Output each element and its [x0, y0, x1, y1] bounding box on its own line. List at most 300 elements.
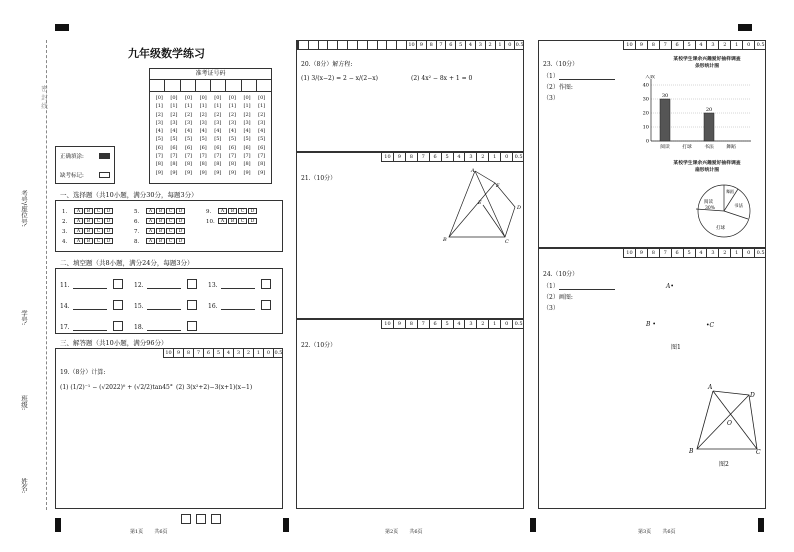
score-cell[interactable]: 3 [464, 153, 476, 161]
score-cell[interactable]: 0.5 [512, 153, 524, 161]
score-cell[interactable]: 10 [381, 153, 393, 161]
digit-bubble[interactable]: [0] [228, 95, 236, 101]
digit-bubble[interactable]: [7] [214, 153, 222, 160]
score-cell[interactable]: 0.5 [274, 350, 283, 356]
fill-section-title: 二、填空题（共8小题，满分24分，每题3分） [60, 259, 194, 267]
score-cell[interactable]: 8 [647, 41, 659, 49]
fill-answer-line[interactable] [147, 303, 181, 310]
fill-score-box[interactable] [187, 300, 197, 310]
score-cell[interactable]: 5 [455, 41, 465, 49]
digit-bubble[interactable]: [4] [170, 128, 178, 135]
score-cell[interactable]: 4 [695, 249, 707, 257]
digit-bubble[interactable]: [8] [199, 161, 207, 168]
digit-bubble[interactable]: [4] [199, 128, 207, 135]
fill-answer-line[interactable] [147, 324, 181, 331]
digit-bubble[interactable]: [9] [214, 169, 222, 176]
choice-option[interactable]: D [104, 208, 113, 214]
score-strip[interactable] [623, 249, 766, 258]
score-cell[interactable]: 10 [623, 41, 635, 49]
footer-page3 [638, 528, 676, 535]
score-blank[interactable] [367, 41, 377, 49]
score-cell[interactable]: 5 [683, 249, 695, 257]
score-cell[interactable]: 2 [476, 320, 488, 328]
digit-bubble[interactable]: [6] [199, 144, 207, 151]
score-strip[interactable] [163, 349, 283, 358]
digit-bubble[interactable]: [0] [185, 95, 193, 101]
digit-bubble[interactable]: [7] [243, 153, 251, 160]
score-cell[interactable]: 0 [504, 41, 514, 49]
score-cell[interactable]: 3 [706, 249, 718, 257]
choice-option[interactable]: D [176, 238, 185, 244]
score-cell[interactable]: 3 [233, 349, 243, 357]
digit-column[interactable] [211, 94, 226, 177]
corner-mark [530, 518, 536, 532]
score-cell[interactable]: 7 [659, 249, 671, 257]
digit-bubble[interactable]: [4] [185, 128, 193, 135]
digit-bubble[interactable]: [4] [214, 128, 222, 135]
digit-bubble[interactable]: [0] [199, 95, 207, 101]
pie-chart [694, 181, 754, 241]
choice-num: 9. [206, 208, 212, 215]
score-cell[interactable]: 10 [381, 320, 393, 328]
fill-answer-line[interactable] [73, 324, 107, 331]
absent-checkbox[interactable] [99, 172, 110, 178]
choice-option[interactable]: C [166, 238, 175, 244]
digit-bubble[interactable]: [2] [199, 111, 207, 118]
digit-bubble[interactable]: [1] [258, 103, 266, 110]
choice-option[interactable]: A [74, 208, 83, 214]
choice-option[interactable]: C [94, 228, 103, 234]
digit-bubble[interactable]: [4] [258, 128, 266, 135]
seal-text: 密 封 线 [40, 85, 48, 109]
score-cell[interactable]: 0 [263, 349, 273, 357]
choice-option[interactable]: D [104, 228, 113, 234]
digit-bubble[interactable]: [1] [214, 103, 222, 110]
digit-bubble[interactable]: [2] [185, 111, 193, 118]
score-cell[interactable]: 2 [718, 249, 730, 257]
q23-box[interactable] [538, 40, 766, 248]
y-tick: 10 [642, 124, 649, 131]
choice-section-title: 一、选择题（共10小题，满分30分，每题3分） [60, 191, 198, 199]
score-blank[interactable] [327, 41, 337, 49]
digit-bubble[interactable]: [8] [155, 161, 163, 168]
score-cell[interactable]: 1 [730, 249, 742, 257]
score-blank[interactable] [337, 41, 347, 49]
digit-bubble[interactable]: [3] [170, 119, 178, 126]
digit-bubble[interactable]: [8] [243, 161, 251, 168]
choice-num: 6. [134, 218, 140, 225]
digit-column[interactable] [225, 94, 240, 177]
score-blank[interactable] [318, 41, 328, 49]
score-cell[interactable]: 4 [453, 153, 465, 161]
y-tick: 40 [642, 82, 649, 89]
bar-chart [639, 75, 759, 155]
score-strip[interactable] [381, 320, 524, 329]
fill-answer-line[interactable] [73, 282, 107, 289]
score-cell[interactable]: 4 [695, 41, 707, 49]
digit-bubble[interactable]: [9] [170, 169, 178, 176]
solve-section-title: 三、解答题（共10小题，满分96分） [60, 339, 168, 347]
digit-bubble[interactable]: [0] [243, 95, 251, 101]
score-cell[interactable]: 0.5 [754, 41, 766, 49]
score-cell[interactable]: 1 [488, 320, 500, 328]
page-box[interactable] [196, 514, 206, 524]
score-cell[interactable]: 9 [173, 349, 183, 357]
q22-box[interactable] [296, 319, 524, 509]
answer-line[interactable] [559, 283, 615, 290]
fill-score-box[interactable] [113, 300, 123, 310]
score-cell[interactable]: 8 [405, 153, 417, 161]
digit-bubble[interactable]: [8] [170, 161, 178, 168]
score-cell[interactable]: 1 [730, 41, 742, 49]
choice-option[interactable]: D [176, 218, 185, 224]
score-blank[interactable] [377, 41, 387, 49]
choice-option[interactable]: B [84, 218, 93, 224]
choice-option[interactable]: B [84, 238, 93, 244]
digit-bubble[interactable]: [7] [199, 153, 207, 160]
digit-bubble[interactable]: [5] [170, 136, 178, 143]
digit-bubble[interactable]: [1] [228, 103, 236, 110]
score-blank[interactable] [357, 41, 367, 49]
digit-bubble[interactable]: [4] [155, 128, 163, 135]
fig2-d: D [750, 392, 755, 399]
digit-bubble[interactable]: [3] [214, 119, 222, 126]
choice-option[interactable]: B [156, 218, 165, 224]
choice-option[interactable]: A [218, 218, 227, 224]
digit-bubble[interactable]: [6] [155, 144, 163, 151]
corner-mark [738, 24, 752, 31]
score-blank[interactable] [396, 41, 406, 49]
choice-option[interactable]: A [146, 218, 155, 224]
page-box[interactable] [181, 514, 191, 524]
digit-bubble[interactable]: [6] [243, 144, 251, 151]
score-cell[interactable]: 9 [635, 41, 647, 49]
fill-score-box[interactable] [113, 321, 123, 331]
name-label: 姓名: [20, 478, 28, 494]
score-cell[interactable]: 0.5 [754, 249, 766, 257]
score-cell[interactable]: 6 [445, 41, 455, 49]
exam-id-write-row[interactable] [150, 80, 271, 92]
score-cell[interactable]: 6 [203, 349, 213, 357]
score-cell[interactable]: 4 [223, 349, 233, 357]
fill-score-box[interactable] [187, 321, 197, 331]
fill-answer-line[interactable] [221, 303, 255, 310]
digit-bubble[interactable]: [3] [228, 119, 236, 126]
score-cell[interactable]: 8 [405, 320, 417, 328]
choice-option[interactable]: B [84, 208, 93, 214]
exam-id-box [149, 68, 272, 184]
y-tick: 20 [642, 110, 649, 117]
choice-option[interactable]: D [248, 208, 257, 214]
score-cell[interactable]: 7 [436, 41, 446, 49]
score-cell[interactable]: 2 [476, 153, 488, 161]
label-b: B [443, 237, 447, 243]
digit-bubble[interactable]: [8] [214, 161, 222, 168]
seat-label: 考号/座位号: [20, 190, 28, 227]
choice-option[interactable]: D [176, 208, 185, 214]
choice-option[interactable]: A [74, 228, 83, 234]
choice-option[interactable]: C [94, 238, 103, 244]
page-box[interactable] [211, 514, 221, 524]
choice-option[interactable]: C [94, 218, 103, 224]
digit-bubble[interactable]: [6] [185, 144, 193, 151]
choice-option[interactable]: A [218, 208, 227, 214]
digit-bubble[interactable]: [0] [155, 95, 163, 101]
q21-figure [437, 167, 527, 247]
digit-bubble[interactable]: [9] [243, 169, 251, 176]
score-cell[interactable]: 6 [671, 41, 683, 49]
corner-mark [55, 24, 69, 31]
digit-bubble[interactable]: [7] [258, 153, 266, 160]
digit-bubble[interactable]: [5] [155, 136, 163, 143]
digit-bubble[interactable]: [6] [228, 144, 236, 151]
digit-bubble[interactable]: [3] [185, 119, 193, 126]
absent-label: 缺考标记: [60, 173, 84, 179]
fill-answer-line[interactable] [221, 282, 255, 289]
score-cell[interactable]: 0.5 [515, 42, 524, 48]
digit-bubble[interactable]: [7] [185, 153, 193, 160]
digit-bubble[interactable]: [1] [199, 103, 207, 110]
digit-bubble[interactable]: [2] [155, 111, 163, 118]
digit-bubble[interactable]: [2] [170, 111, 178, 118]
digit-bubble[interactable]: [9] [199, 169, 207, 176]
digit-bubble[interactable]: [2] [243, 111, 251, 118]
bar-value-label: 30 [661, 93, 669, 99]
choice-option[interactable]: A [146, 208, 155, 214]
score-cell[interactable]: 8 [183, 349, 193, 357]
score-strip[interactable] [623, 41, 766, 50]
choice-option[interactable]: C [94, 208, 103, 214]
fill-num: 12. [134, 282, 144, 289]
score-cell[interactable]: 1 [495, 41, 505, 49]
choice-row [206, 208, 258, 215]
choice-option[interactable]: B [156, 228, 165, 234]
score-cell[interactable]: 1 [253, 349, 263, 357]
q21-box[interactable] [296, 152, 524, 319]
score-cell[interactable]: 9 [393, 153, 405, 161]
fill-score-box[interactable] [113, 279, 123, 289]
digit-bubble[interactable]: [6] [258, 144, 266, 151]
q24-part3: （3） [543, 305, 559, 312]
digit-column[interactable] [167, 94, 182, 177]
digit-bubble[interactable]: [0] [258, 95, 266, 101]
q21-title: 21.（10分） [301, 175, 337, 182]
score-blank[interactable] [347, 41, 357, 49]
score-cell[interactable]: 3 [706, 41, 718, 49]
fill-item [134, 321, 197, 331]
score-blank[interactable] [386, 41, 396, 49]
q24-box[interactable] [538, 248, 766, 509]
exam-id-digits[interactable] [150, 92, 271, 179]
choice-option[interactable]: B [156, 208, 165, 214]
digit-bubble[interactable]: [5] [199, 136, 207, 143]
digit-bubble[interactable]: [3] [155, 119, 163, 126]
digit-bubble[interactable]: [1] [185, 103, 193, 110]
score-cell[interactable]: 6 [671, 249, 683, 257]
fill-num: 11. [60, 282, 70, 289]
score-cell[interactable]: 0 [500, 153, 512, 161]
fig1-caption: 图1 [671, 344, 681, 351]
page-title: 九年级数学练习 [128, 47, 205, 60]
score-cell[interactable]: 6 [429, 320, 441, 328]
choice-num: 3. [62, 228, 68, 235]
fill-score-box[interactable] [261, 300, 271, 310]
digit-bubble[interactable]: [9] [228, 169, 236, 176]
digit-column[interactable] [254, 94, 269, 177]
digit-bubble[interactable]: [6] [170, 144, 178, 151]
score-cell[interactable]: 9 [635, 249, 647, 257]
digit-bubble[interactable]: [5] [228, 136, 236, 143]
q19-box[interactable] [55, 348, 283, 509]
digit-bubble[interactable]: [3] [243, 119, 251, 126]
choice-option[interactable]: C [166, 208, 175, 214]
choice-option[interactable]: C [166, 218, 175, 224]
digit-bubble[interactable]: [9] [258, 169, 266, 176]
fill-score-box[interactable] [187, 279, 197, 289]
digit-bubble[interactable]: [8] [228, 161, 236, 168]
digit-bubble[interactable]: [9] [185, 169, 193, 176]
score-cell[interactable]: 0 [742, 249, 754, 257]
score-blank[interactable] [298, 41, 308, 49]
score-cell[interactable]: 8 [647, 249, 659, 257]
digit-bubble[interactable]: [5] [185, 136, 193, 143]
digit-bubble[interactable]: [2] [258, 111, 266, 118]
score-blank[interactable] [308, 41, 318, 49]
digit-bubble[interactable]: [7] [170, 153, 178, 160]
score-cell[interactable]: 10 [406, 41, 416, 49]
fill-answer-line[interactable] [147, 282, 181, 289]
fig1-a: A [666, 283, 671, 290]
choice-option[interactable]: D [104, 238, 113, 244]
score-cell[interactable]: 7 [659, 41, 671, 49]
choice-option[interactable]: B [84, 228, 93, 234]
score-cell[interactable]: 10 [163, 349, 173, 357]
choice-option[interactable]: A [146, 238, 155, 244]
digit-bubble[interactable]: [1] [243, 103, 251, 110]
score-cell[interactable]: 5 [441, 320, 453, 328]
digit-bubble[interactable]: [1] [155, 103, 163, 110]
page-total: 共6页 [662, 529, 676, 535]
answer-line[interactable] [559, 73, 615, 80]
q19-part2: (2) 3(x²+2)−3(x+1)(x−1) [176, 384, 253, 391]
digit-bubble[interactable]: [4] [243, 128, 251, 135]
score-cell[interactable]: 1 [488, 153, 500, 161]
score-cell[interactable]: 2 [485, 41, 495, 49]
digit-bubble[interactable]: [0] [214, 95, 222, 101]
score-cell[interactable]: 4 [465, 41, 475, 49]
choice-option[interactable]: D [248, 218, 257, 224]
score-strip[interactable] [297, 41, 524, 50]
choice-option[interactable]: A [74, 218, 83, 224]
digit-bubble[interactable]: [3] [199, 119, 207, 126]
digit-bubble[interactable]: [0] [170, 95, 178, 101]
digit-column[interactable] [240, 94, 255, 177]
digit-column[interactable] [181, 94, 196, 177]
digit-bubble[interactable]: [5] [258, 136, 266, 143]
choice-num: 7. [134, 228, 140, 235]
digit-bubble[interactable]: [9] [155, 169, 163, 176]
digit-bubble[interactable]: [6] [214, 144, 222, 151]
correct-fill-mark [99, 153, 110, 159]
bar [704, 113, 714, 141]
x-tick: 书法 [704, 145, 714, 150]
digit-bubble[interactable]: [4] [228, 128, 236, 135]
digit-bubble[interactable]: [3] [258, 119, 266, 126]
score-cell[interactable]: 7 [417, 153, 429, 161]
choice-option[interactable]: B [228, 208, 237, 214]
score-cell[interactable]: 0 [500, 320, 512, 328]
choice-option[interactable]: D [176, 228, 185, 234]
choice-num: 2. [62, 218, 68, 225]
q20-box[interactable] [296, 40, 524, 152]
fig1-b: B [646, 321, 651, 328]
label-e: E [478, 200, 482, 206]
choice-row [134, 228, 186, 235]
digit-column[interactable] [152, 94, 167, 177]
score-cell[interactable]: 5 [683, 41, 695, 49]
fill-num: 18. [134, 324, 144, 331]
digit-column[interactable] [196, 94, 211, 177]
score-cell[interactable]: 0.5 [512, 320, 524, 328]
choice-option[interactable]: C [238, 218, 247, 224]
score-cell[interactable]: 4 [453, 320, 465, 328]
fill-num: 17. [60, 324, 70, 331]
score-cell[interactable]: 0 [742, 41, 754, 49]
score-cell[interactable]: 9 [416, 41, 426, 49]
digit-bubble[interactable]: [5] [214, 136, 222, 143]
choice-option[interactable]: B [228, 218, 237, 224]
digit-bubble[interactable]: [1] [170, 103, 178, 110]
fill-item [60, 279, 123, 289]
q23-part2: （2）作图: [543, 84, 573, 91]
score-cell[interactable]: 5 [441, 153, 453, 161]
corner-mark [758, 518, 764, 532]
score-strip[interactable] [381, 153, 524, 162]
score-cell[interactable]: 5 [213, 349, 223, 357]
fill-num: 16. [208, 303, 218, 310]
fill-answer-line[interactable] [73, 303, 107, 310]
label-c: C [505, 239, 509, 245]
score-cell[interactable]: 7 [417, 320, 429, 328]
score-cell[interactable]: 3 [475, 41, 485, 49]
score-cell[interactable]: 7 [193, 349, 203, 357]
digit-bubble[interactable]: [2] [214, 111, 222, 118]
choice-num: 8. [134, 238, 140, 245]
bar-title [647, 55, 767, 69]
choice-row [134, 208, 186, 215]
choice-option[interactable]: B [156, 238, 165, 244]
choice-option[interactable]: A [146, 228, 155, 234]
choice-option[interactable]: C [166, 228, 175, 234]
choice-option[interactable]: C [238, 208, 247, 214]
digit-bubble[interactable]: [7] [155, 153, 163, 160]
score-cell[interactable]: 6 [429, 153, 441, 161]
score-cell[interactable]: 8 [426, 41, 436, 49]
digit-bubble[interactable]: [8] [258, 161, 266, 168]
digit-bubble[interactable]: [2] [228, 111, 236, 118]
score-cell[interactable]: 9 [393, 320, 405, 328]
score-cell[interactable]: 3 [464, 320, 476, 328]
digit-bubble[interactable]: [7] [228, 153, 236, 160]
digit-bubble[interactable]: [5] [243, 136, 251, 143]
score-cell[interactable]: 2 [243, 349, 253, 357]
choice-option[interactable]: A [74, 238, 83, 244]
choice-option[interactable]: D [104, 218, 113, 224]
score-cell[interactable]: 2 [718, 41, 730, 49]
digit-bubble[interactable]: [8] [185, 161, 193, 168]
fill-score-box[interactable] [261, 279, 271, 289]
score-cell[interactable]: 10 [623, 249, 635, 257]
